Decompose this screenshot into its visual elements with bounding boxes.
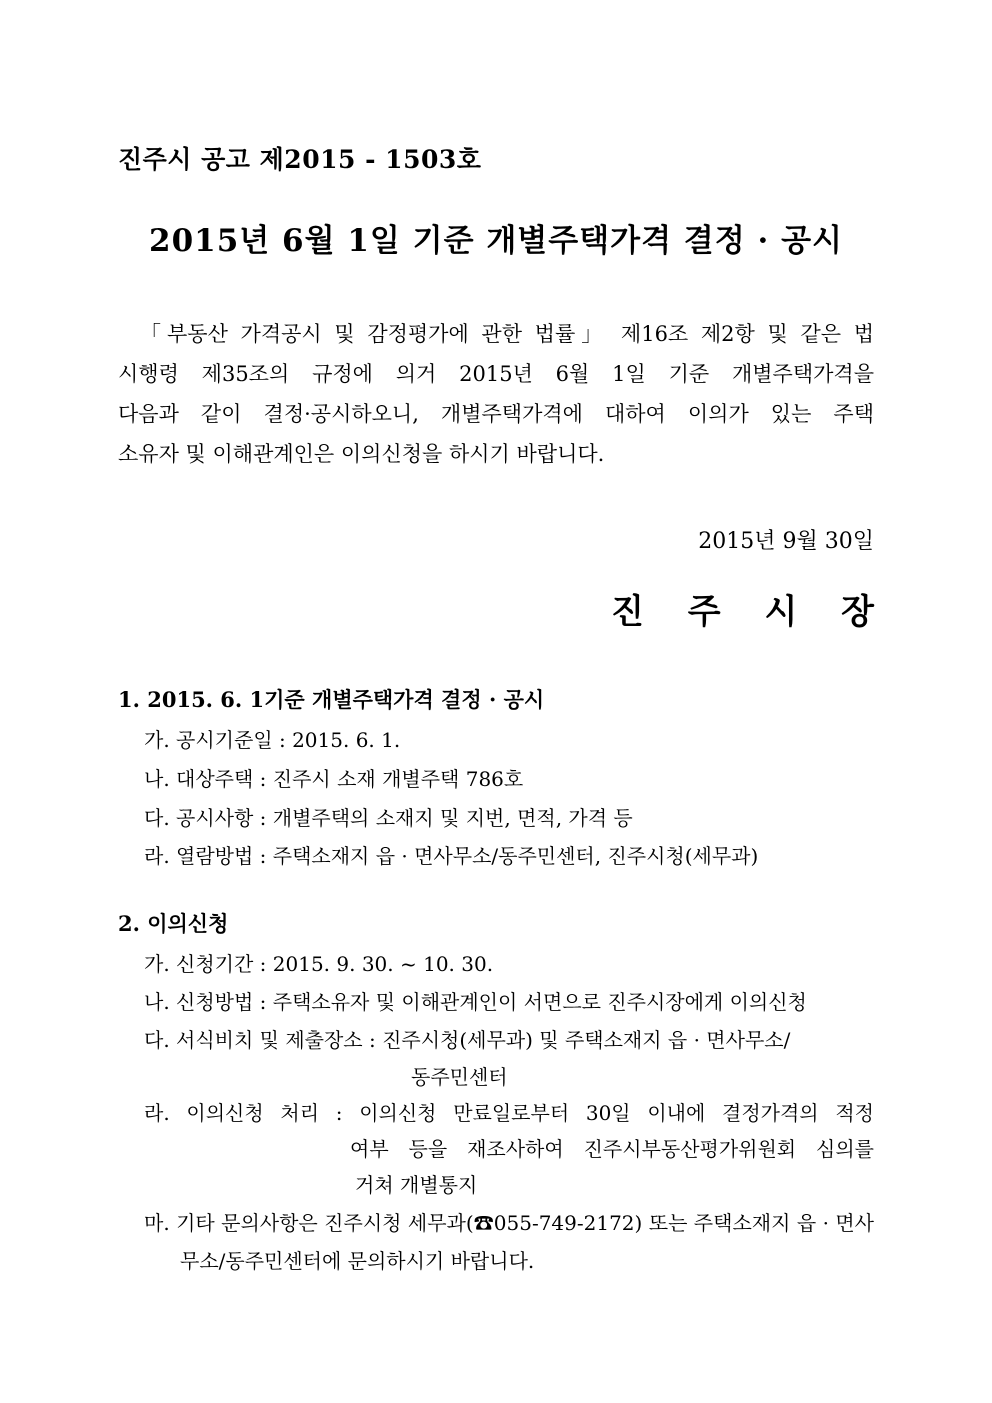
intro-line: 다음과 같이 결정·공시하오니, 개별주택가격에 대하여 이의가 있는 주택 [118, 402, 874, 426]
section1-item: 가. 공시기준일 : 2015. 6. 1. [144, 728, 401, 752]
section2-heading: 2. 이의신청 [118, 911, 229, 936]
section1-item: 다. 공시사항 : 개별주택의 소재지 및 지번, 면적, 가격 등 [144, 806, 633, 830]
section2-item-cont: 무소/동주민센터에 문의하시기 바랍니다. [180, 1249, 535, 1273]
section2-item: 나. 신청방법 : 주택소유자 및 이해관계인이 서면으로 진주시장에게 이의신청 [144, 990, 807, 1014]
section2-item-cont: 동주민센터 [411, 1065, 508, 1089]
intro-paragraph [118, 314, 874, 474]
issuer-name: 진 주 시 장 [611, 592, 890, 632]
intro-line: 시행령 제35조의 규정에 의거 2015년 6월 1일 기준 개별주택가격을 [118, 362, 874, 386]
intro-line: 「부동산 가격공시 및 감정평가에 관한 법률」 제16조 제2항 및 같은 법 [140, 322, 874, 346]
section2-item: 다. 서식비치 및 제출장소 : 진주시청(세무과) 및 주택소재지 읍 · 면사무소/ [144, 1028, 791, 1052]
section2-item-cont: 여부 등을 재조사하여 진주시부동산평가위원회 심의를 [350, 1137, 874, 1161]
section2-item: 마. 기타 문의사항은 진주시청 세무과(☎055-749-2172) 또는 주택소재지 읍 · 면사 [144, 1211, 874, 1235]
notice-number: 진주시 공고 제2015 - 1503호 [118, 145, 482, 174]
notice-date: 2015년 9월 30일 [698, 529, 874, 554]
section1-item: 라. 열람방법 : 주택소재지 읍 · 면사무소/동주민센터, 진주시청(세무과) [144, 844, 759, 868]
section2-item: 가. 신청기간 : 2015. 9. 30. ~ 10. 30. [144, 952, 494, 976]
intro-line: 소유자 및 이해관계인은 이의신청을 하시기 바랍니다. [118, 442, 605, 466]
section2-item: 라. 이의신청 처리 : 이의신청 만료일로부터 30일 이내에 결정가격의 적정 [144, 1101, 874, 1125]
section1-heading: 1. 2015. 6. 1기준 개별주택가격 결정 · 공시 [118, 687, 545, 712]
section1-item: 나. 대상주택 : 진주시 소재 개별주택 786호 [144, 767, 524, 791]
section2-item-cont: 거쳐 개별통지 [355, 1173, 478, 1197]
page-title: 2015년 6월 1일 기준 개별주택가격 결정 · 공시 [149, 223, 843, 259]
